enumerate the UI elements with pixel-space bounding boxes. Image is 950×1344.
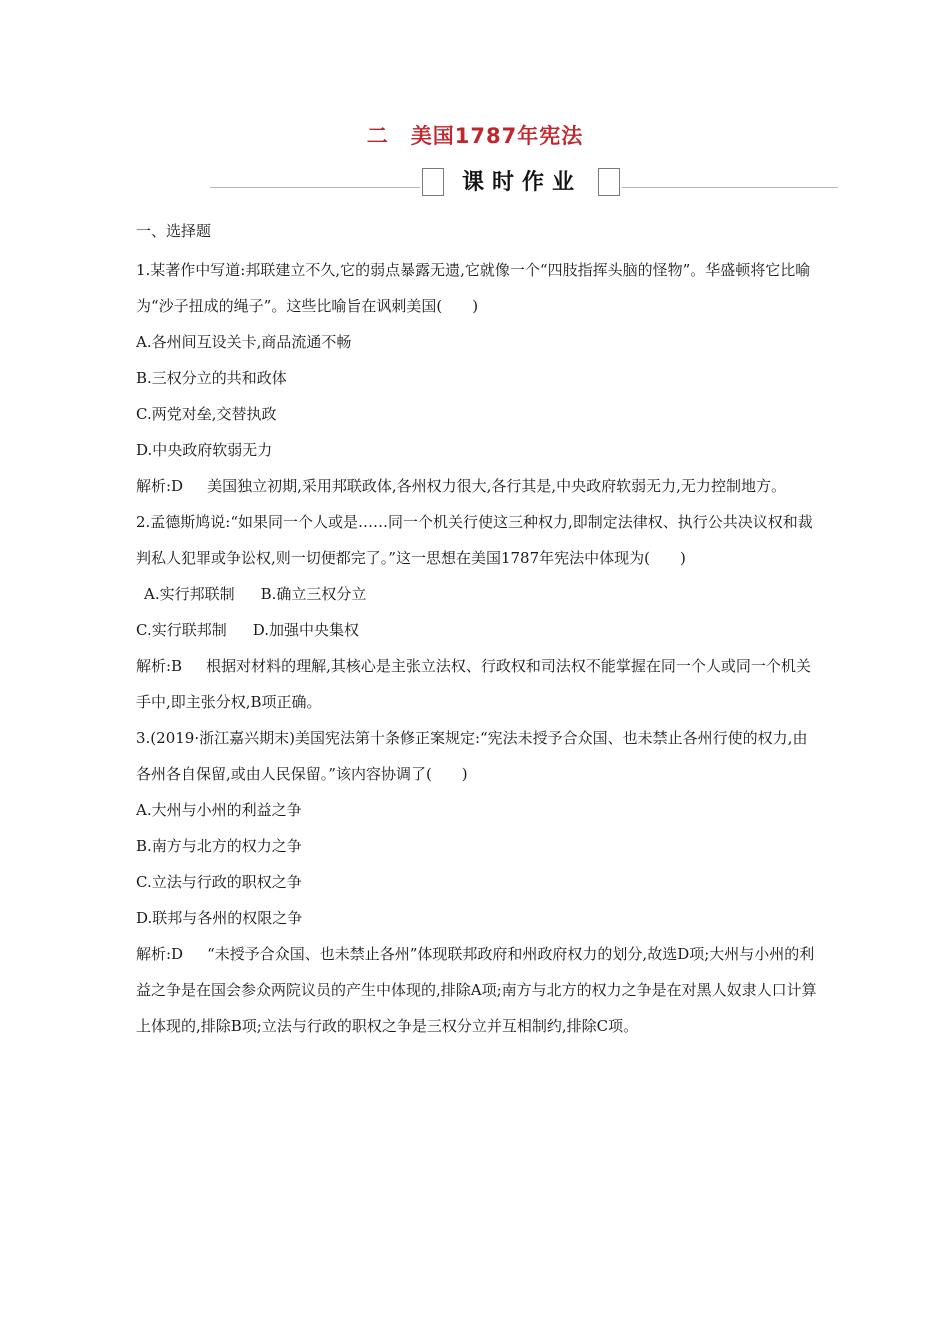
banner-label: 课时作业 — [461, 170, 582, 195]
question-2-answer — [136, 648, 821, 720]
homework-banner — [210, 168, 838, 198]
lesson-title-text: 美国1787年宪法 — [410, 124, 584, 148]
question-1-answer — [136, 468, 821, 504]
worksheet-content — [136, 216, 821, 1044]
question-1-option-d: D.中央政府软弱无力 — [136, 441, 273, 459]
question-2-stem: 2.孟德斯鸠说:“如果同一个人或是……同一个机关行使这三种权力,即制定法律权、执行公共决议权和裁判私人犯罪或争讼权,则一切便都完了。”这一思想在美国1787年宪法中体现为( ) — [136, 513, 813, 567]
question-2-option-a: A.实行邦联制 — [144, 585, 235, 603]
question-2-option-b: B.确立三权分立 — [260, 585, 367, 603]
question-2-option-c: C.实行联邦制 — [136, 621, 227, 639]
question-2-option-d: D.加强中央集权 — [252, 621, 359, 639]
answer-text: 根据对材料的理解,其核心是主张立法权、行政权和司法权不能掌握在同一个人或同一个机关手中,即主张分权,B项正确。 — [136, 657, 811, 711]
question-2-options-row-2 — [136, 612, 821, 648]
answer-prefix: 解析:D — [136, 945, 184, 963]
banner-rule-right — [622, 187, 838, 188]
question-1-option-a: A.各州间互设关卡,商品流通不畅 — [136, 333, 352, 351]
question-3-option-d: D.联邦与各州的权限之争 — [136, 909, 303, 927]
question-3-option-c: C.立法与行政的职权之争 — [136, 873, 302, 891]
banner-rule-left — [210, 187, 420, 188]
question-2-options-row-1 — [136, 576, 821, 612]
question-3-answer — [136, 936, 821, 1044]
answer-prefix: 解析:B — [136, 657, 183, 675]
answer-prefix: 解析:D — [136, 477, 184, 495]
lesson-number: 二 — [366, 124, 389, 148]
section-heading: 一、选择题 — [136, 222, 212, 240]
answer-text: “未授予合众国、也未禁止各州”体现联邦政府和州政府权力的划分,故选D项;大州与小州的利益之争是在国会参众两院议员的产生中体现的,排除A项;南方与北方的权力之争是在对黑人奴隶人口计算上体现的,排除B项;立法与行政的职权之争是三权分立并互相制约,排除C项。 — [136, 945, 817, 1035]
answer-text: 美国独立初期,采用邦联政体,各州权力很大,各行其是,中央政府软弱无力,无力控制地方。 — [207, 477, 786, 495]
banner-box — [422, 168, 620, 196]
question-1-option-c: C.两党对垒,交替执政 — [136, 405, 277, 423]
question-3-option-b: B.南方与北方的权力之争 — [136, 837, 302, 855]
lesson-title — [0, 120, 950, 150]
question-3-option-a: A.大州与小州的利益之争 — [136, 801, 302, 819]
question-1-stem: 1.某著作中写道:邦联建立不久,它的弱点暴露无遗,它就像一个“四肢指挥头脑的怪物”。华盛顿将它比喻为“沙子扭成的绳子”。这些比喻旨在讽刺美国( ) — [136, 261, 811, 315]
question-3-stem: 3.(2019·浙江嘉兴期末)美国宪法第十条修正案规定:“宪法未授予合众国、也未禁止各州行使的权力,由各州各自保留,或由人民保留。”该内容协调了( ) — [136, 729, 808, 783]
question-1-option-b: B.三权分立的共和政体 — [136, 369, 287, 387]
